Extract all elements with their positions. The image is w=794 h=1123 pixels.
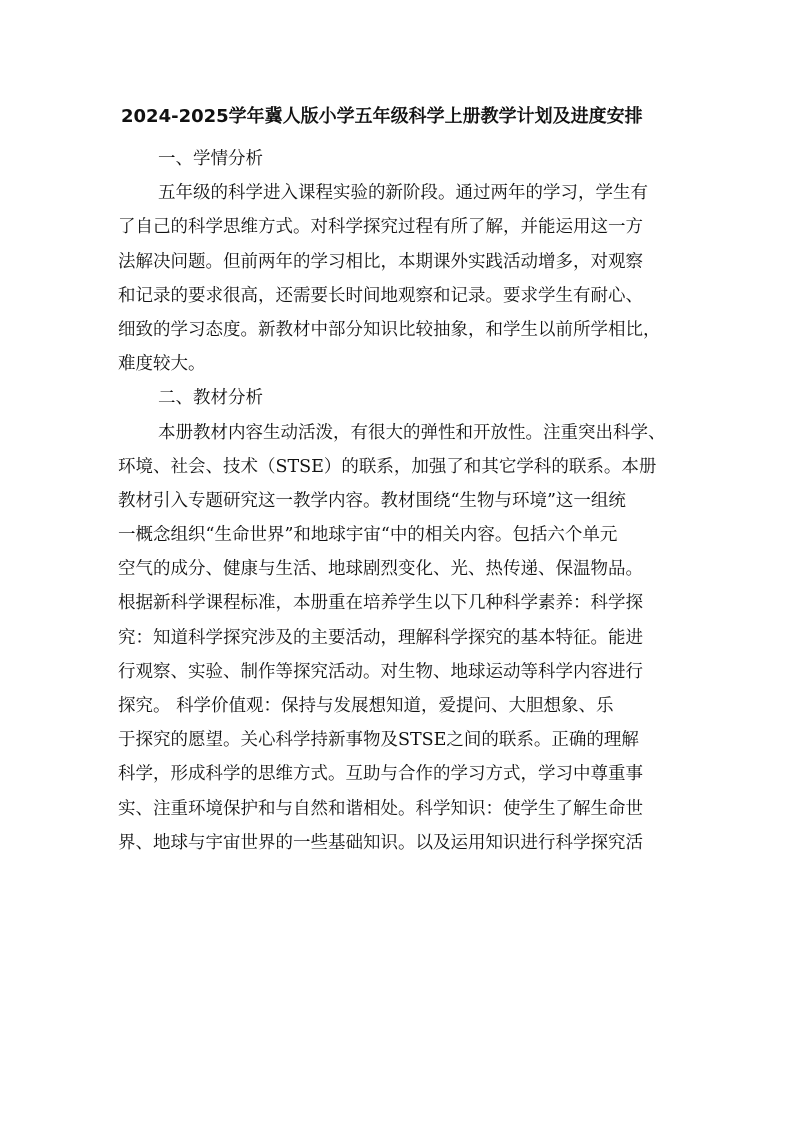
document-title: 2024-2025学年冀人版小学五年级科学上册教学计划及进度安排 — [121, 106, 643, 127]
text-line: 了自己的科学思维方式。对科学探究过程有所了解，并能运用这一方 — [118, 217, 643, 238]
text-line: 实、注重环境保护和与自然和谐相处。科学知识：使学生了解生命世 — [118, 798, 643, 819]
text-line: 一概念组织“生命世界”和地球宇宙“中的相关内容。包括六个单元 — [118, 525, 618, 546]
text-line: 五年级的科学进入课程实验的新阶段。通过两年的学习，学生有 — [158, 183, 648, 204]
text-line: 教材引入专题研究这一教学内容。教材围绕“生物与环境”这一组统 — [118, 490, 626, 511]
text-line: 科学，形成科学的思维方式。互助与合作的学习方式，学习中尊重事 — [118, 764, 643, 785]
text-line: 环境、社会、技术（STSE）的联系，加强了和其它学科的联系。本册 — [118, 456, 657, 477]
text-line: 二、教材分析 — [158, 388, 263, 409]
text-line: 和记录的要求很高，还需要长时间地观察和记录。要求学生有耐心、 — [118, 285, 643, 306]
text-line: 难度较大。 — [118, 354, 206, 375]
text-line: 法解决问题。但前两年的学习相比，本期课外实践活动增多，对观察 — [118, 251, 643, 272]
text-line: 根据新科学课程标准，本册重在培养学生以下几种科学素养：科学探 — [118, 593, 643, 614]
text-line: 一、学情分析 — [158, 149, 263, 169]
text-line: 界、地球与宇宙世界的一些基础知识。以及运用知识进行科学探究活 — [118, 832, 643, 853]
text-line: 细致的学习态度。新教材中部分知识比较抽象，和学生以前所学相比， — [118, 319, 661, 340]
document-body — [118, 142, 688, 860]
text-line: 行观察、实验、制作等探究活动。对生物、地球运动等科学内容进行 — [118, 661, 643, 682]
text-line: 空气的成分、健康与生活、地球剧烈变化、光、热传递、保温物品。 — [118, 559, 643, 580]
text-line: 本册教材内容生动活泼，有很大的弹性和开放性。注重突出科学、 — [158, 422, 666, 443]
text-line: 探究。 科学价值观：保持与发展想知道，爱提问、大胆想象、乐 — [118, 696, 614, 716]
text-line: 于探究的愿望。关心科学持新事物及STSE之间的联系。正确的理解 — [118, 730, 639, 751]
text-line: 究：知道科学探究涉及的主要活动，理解科学探究的基本特征。能进 — [118, 627, 643, 648]
